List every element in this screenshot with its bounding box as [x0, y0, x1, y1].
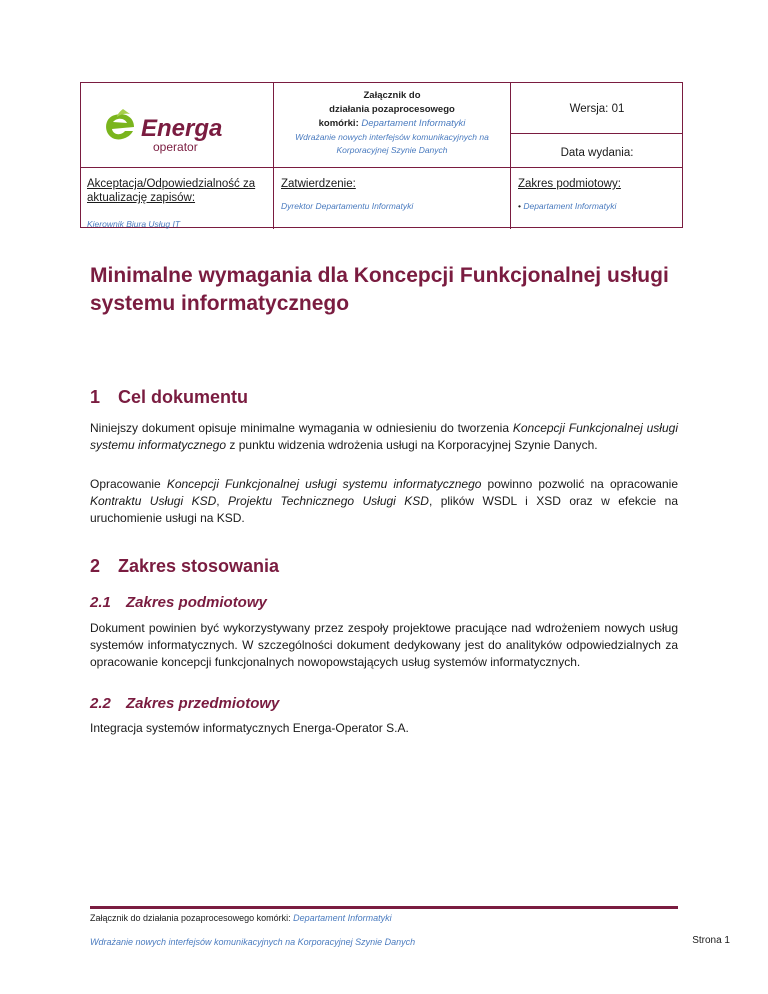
subsection-2-2-number: 2.2: [90, 695, 111, 712]
energa-operator-logo: [101, 105, 251, 155]
energa-logo-icon: [101, 105, 251, 155]
text-run-italic: Kontraktu Usługi KSD: [90, 494, 217, 508]
acceptance-label: Akceptacja/Odpowiedzialność za aktualizację zapisów:: [87, 178, 256, 204]
text-run: powinno pozwolić na opracowanie: [481, 477, 678, 491]
section-2-heading: [90, 556, 279, 577]
text-run-italic: Koncepcji Funkcjonalnej usługi systemu informatycznego: [90, 421, 678, 452]
annex-project: Wdrażanie nowych interfejsów komunikacyjnych na Korporacyjnej Szynie Danych: [295, 132, 489, 155]
text-run: z punktu widzenia wdrożenia usługi na Korporacyjnej Szynie Danych.: [226, 438, 598, 452]
document-header-table: [80, 82, 683, 228]
approval-label: Zatwierdzenie:: [281, 178, 356, 190]
subsection-2-1-paragraph: Dokument powinien być wykorzystywany przez zespoły projektowe pracujące nad wdrożeniem nowych usług systemów informatycznych. W szczególności dokument dedykowany jest do analityków odpowiedzialnych za opracowanie koncepcji funkcjonalnych nowopowstających usług systemów informatycznych.: [90, 621, 678, 669]
header-divider-3: [510, 133, 683, 134]
annex-line2: działania pozaprocesowego: [329, 104, 455, 115]
annex-cell-value: Departament Informatyki: [361, 118, 466, 129]
annex-line1: Załącznik do: [363, 90, 421, 101]
subsection-2-1-number: 2.1: [90, 594, 111, 611]
header-divider-4: [81, 167, 682, 168]
footer-annex: [90, 913, 392, 923]
footer-annex-label: Załącznik do działania pozaprocesowego komórki:: [90, 913, 291, 923]
scope-cell: [518, 177, 680, 213]
text-run: , plików WSDL i XSD oraz w efekcie na uruchomienie usługi na KSD.: [90, 494, 678, 525]
section-1-paragraph-2: [90, 476, 678, 527]
annex-cell: [274, 89, 510, 157]
svg-text:operator: operator: [153, 140, 198, 154]
scope-value: Departament Informatyki: [523, 201, 617, 211]
section-1-paragraph-1: [90, 420, 678, 454]
footer-annex-value: Departament Informatyki: [293, 913, 392, 923]
scope-label: Zakres podmiotowy:: [518, 178, 621, 190]
approval-cell: [281, 177, 505, 213]
issue-date: Data wydania:: [560, 147, 634, 159]
footer-project: Wdrażanie nowych interfejsów komunikacyjnych na Korporacyjnej Szynie Danych: [90, 937, 416, 947]
subsection-2-2-heading: [90, 695, 279, 712]
acceptance-cell: [87, 177, 269, 231]
page-number: Strona 1: [692, 935, 730, 946]
annex-cell-label: komórki:: [318, 118, 359, 129]
approval-value: Dyrektor Departamentu Informatyki: [281, 201, 414, 211]
acceptance-value: Kierownik Biura Usług IT: [87, 219, 181, 229]
scope-item: [518, 199, 680, 213]
text-run: ,: [216, 494, 229, 508]
section-2-title: Zakres stosowania: [118, 556, 280, 576]
subsection-2-2-title: Zakres przedmiotowy: [126, 695, 280, 712]
section-1-number: 1: [90, 387, 101, 407]
text-run-italic: Projektu Technicznego Usługi KSD: [228, 494, 429, 508]
footer-divider: [90, 906, 678, 909]
subsection-2-2-paragraph: Integracja systemów informatycznych Energa-Operator S.A.: [90, 721, 409, 735]
section-2-number: 2: [90, 556, 101, 576]
subsection-2-1-heading: [90, 594, 267, 611]
section-1-title: Cel dokumentu: [118, 387, 249, 407]
bullet-icon: •: [518, 201, 524, 211]
version: Wersja: 01: [569, 103, 625, 115]
text-run: Niniejszy dokument opisuje minimalne wymagania w odniesieniu do tworzenia: [90, 421, 513, 435]
subsection-2-1-title: Zakres podmiotowy: [126, 594, 267, 611]
text-run: Opracowanie: [90, 477, 167, 491]
section-1-heading: [90, 387, 248, 408]
text-run-italic: Koncepcji Funkcjonalnej usługi systemu informatycznego: [166, 477, 482, 491]
svg-text:Energa: Energa: [141, 115, 223, 142]
document-title: Minimalne wymagania dla Koncepcji Funkcjonalnej usługi systemu informatycznego: [90, 264, 669, 315]
